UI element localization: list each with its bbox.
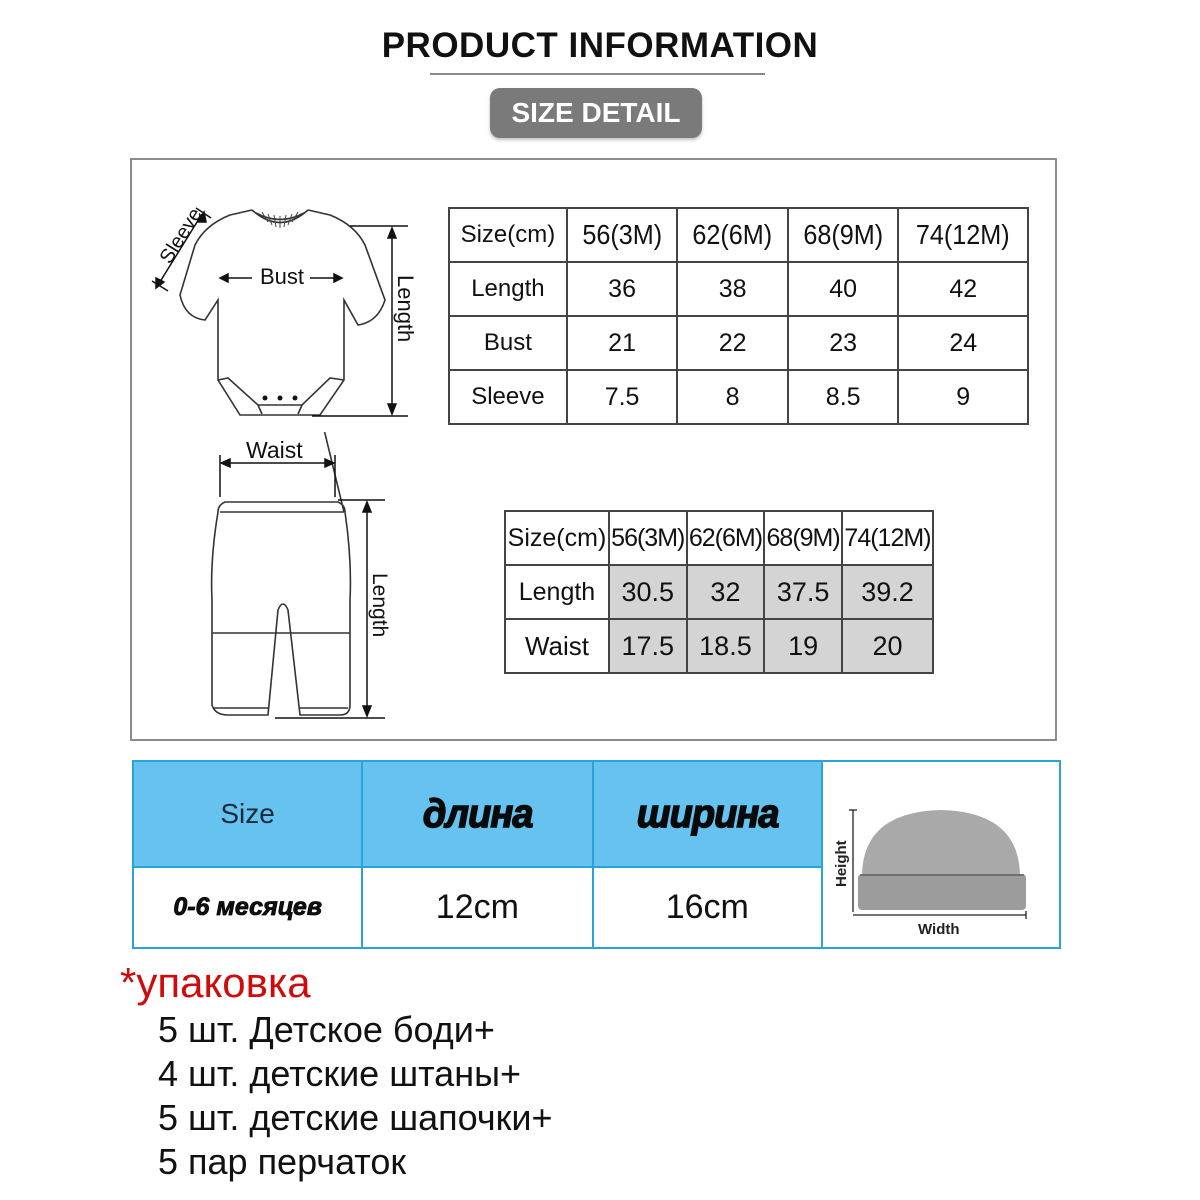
table-header-row (449, 208, 1028, 262)
hat-width-label: Width (918, 921, 960, 938)
cell: 23 (788, 316, 899, 370)
cell: 9 (898, 370, 1028, 424)
cell: 7.5 (567, 370, 678, 424)
cell: 38 (677, 262, 788, 316)
bodysuit-size-table (448, 207, 1029, 425)
package-item: 5 шт. детские шапочки+ (158, 1097, 553, 1138)
page-title: PRODUCT INFORMATION (381, 26, 819, 65)
length-label: Length (393, 275, 418, 343)
length-header: длина (422, 791, 533, 836)
table-header-row (133, 761, 1060, 867)
cell: 8 (677, 370, 788, 424)
table-row (505, 565, 933, 619)
row-label: Length (449, 262, 567, 316)
cell: 30.5 (609, 565, 687, 619)
pants-size-table (504, 510, 934, 674)
hat-height-label: Height (833, 840, 850, 887)
package-title: *упаковка (120, 959, 311, 1006)
table-row (449, 316, 1028, 370)
cell: 40 (788, 262, 899, 316)
length-cell (362, 867, 592, 948)
bodysuit-diagram (140, 190, 440, 430)
header-cell (362, 761, 592, 867)
header-cell (133, 761, 362, 867)
header-cell: 68(9M) (764, 511, 842, 565)
cell: 36 (567, 262, 678, 316)
cell: 32 (687, 565, 765, 619)
header-cell: 62(6M) (687, 511, 765, 565)
header-cell (593, 761, 823, 867)
cell: 37.5 (764, 565, 842, 619)
row-label: Length (505, 565, 609, 619)
size-detail-badge: SIZE DETAIL (490, 88, 702, 138)
length-value: 12cm (435, 888, 519, 926)
hat-illustration-cell (822, 761, 1060, 948)
table-row (449, 370, 1028, 424)
hat-diagram (826, 762, 1056, 942)
package-contents (120, 958, 552, 1184)
sleeve-label: Sleeve (155, 204, 207, 268)
hat-size-table (132, 760, 1061, 949)
package-item: 4 шт. детские штаны+ (158, 1053, 521, 1094)
cell: 21 (567, 316, 678, 370)
header-cell: 74(12M) (842, 511, 933, 565)
bust-label: Bust (260, 264, 305, 289)
cell: 19 (764, 619, 842, 673)
cell: 17.5 (609, 619, 687, 673)
table-row (505, 619, 933, 673)
header-cell: 56(3M) (572, 208, 671, 262)
size-header: Size (220, 798, 275, 829)
cell: 24 (898, 316, 1028, 370)
pants-diagram (200, 432, 410, 722)
cell: 18.5 (687, 619, 765, 673)
row-label: Bust (449, 316, 567, 370)
width-value: 16cm (665, 888, 749, 926)
header-cell: 62(6M) (683, 208, 782, 262)
header-cell: 74(12M) (905, 208, 1022, 262)
cell: 39.2 (842, 565, 933, 619)
title-divider (430, 73, 765, 75)
cell: 42 (898, 262, 1028, 316)
table-row (449, 262, 1028, 316)
pants-length-label: Length (368, 573, 391, 638)
width-header: ширина (636, 791, 779, 836)
waist-label: Waist (246, 437, 303, 463)
cell: 20 (842, 619, 933, 673)
header-cell: Size(cm) (505, 511, 609, 565)
table-header-row (505, 511, 933, 565)
header-cell: Size(cm) (449, 208, 567, 262)
age-cell (133, 867, 362, 948)
cell: 22 (677, 316, 788, 370)
row-label: Waist (505, 619, 609, 673)
header-cell: 68(9M) (793, 208, 892, 262)
width-cell (593, 867, 823, 948)
cell: 8.5 (788, 370, 899, 424)
header-cell: 56(3M) (609, 511, 687, 565)
age-label: 0-6 месяцев (173, 893, 322, 921)
package-item: 5 пар перчаток (158, 1141, 407, 1182)
package-item: 5 шт. Детское боди+ (158, 1009, 495, 1050)
row-label: Sleeve (449, 370, 567, 424)
